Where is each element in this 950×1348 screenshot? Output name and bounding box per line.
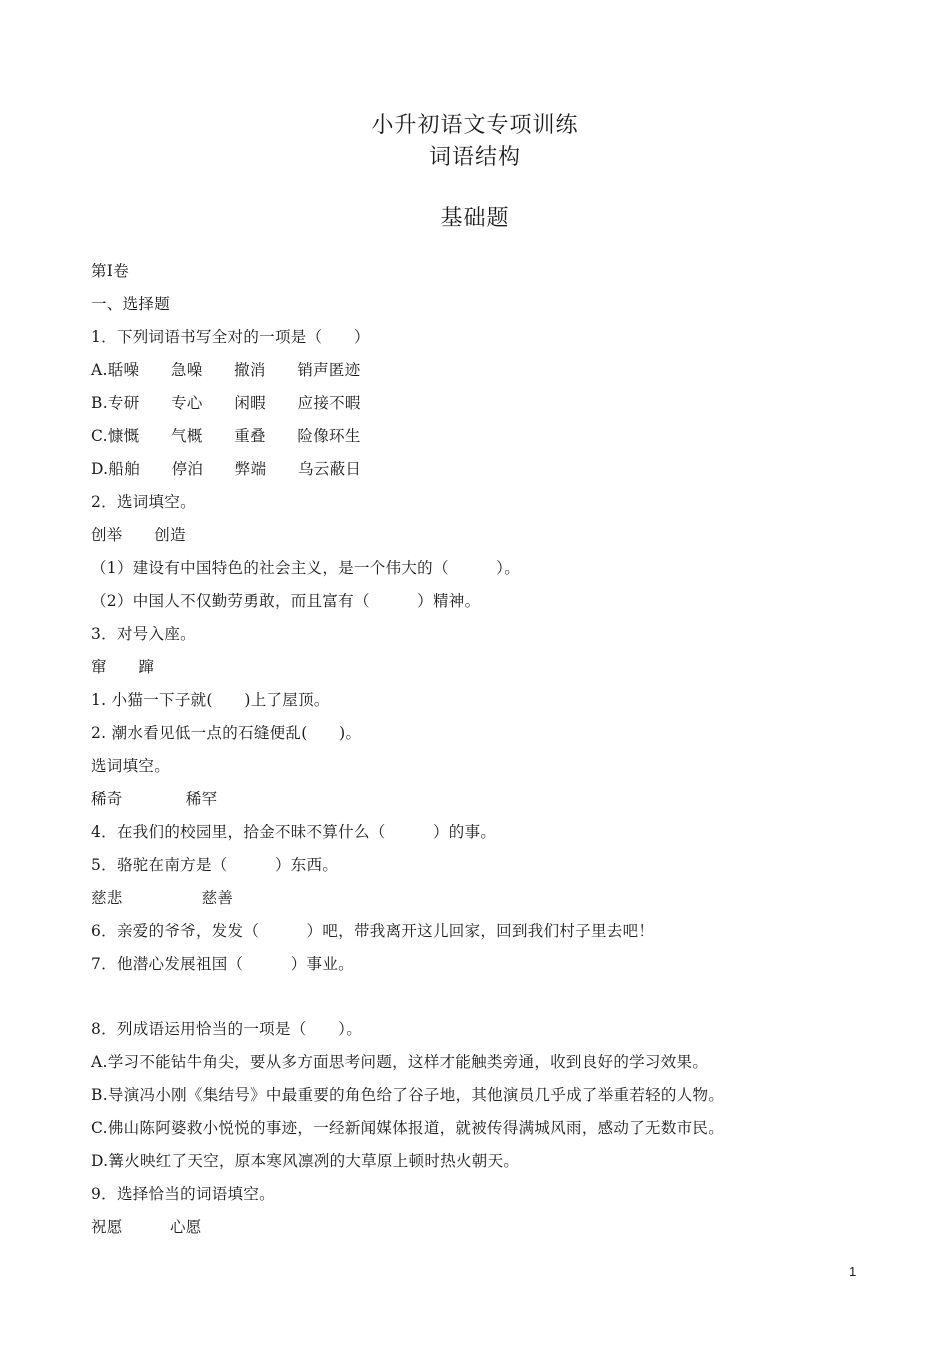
question-8-option-d: D.篝火映红了天空，原本寒风凛冽的大草原上顿时热火朝天。 <box>91 1152 520 1170</box>
question-8: 8．列成语运用恰当的一项是（ ）。 <box>91 1020 363 1038</box>
question-4: 4．在我们的校园里，拾金不昧不算什么（ ）的事。 <box>91 823 497 841</box>
question-8-option-a: A.学习不能钻牛角尖，要从多方面思考问题，这样才能触类旁通，收到良好的学习效果。 <box>91 1053 709 1071</box>
question-2-sentence-1: （1）建设有中国特色的社会主义，是一个伟大的（ ）。 <box>91 559 521 577</box>
question-1: 1．下列词语书写全对的一项是（ ） <box>91 328 370 346</box>
question-2: 2．选词填空。 <box>91 493 196 511</box>
question-9: 9．选择恰当的词语填空。 <box>91 1185 275 1203</box>
question-7: 7．他潜心发展祖国（ ）事业。 <box>91 955 354 973</box>
volume-label: 第Ⅰ卷 <box>91 262 130 280</box>
document-title: 小升初语文专项训练 <box>371 113 579 138</box>
question-2-word-choices: 创举 创造 <box>91 526 186 544</box>
section-heading: 一、选择题 <box>91 295 171 313</box>
question-3: 3．对号入座。 <box>91 625 196 643</box>
question-3-sentence-1: 1. 小猫一下子就( )上了屋顶。 <box>91 691 330 709</box>
question-1-option-a: A.聒噪 急噪 撤消 销声匿迹 <box>91 361 361 379</box>
question-2-sentence-2: （2）中国人不仅勤劳勇敢，而且富有（ ）精神。 <box>91 592 481 610</box>
page-number: 1 <box>849 1264 857 1279</box>
question-3-word-choices: 窜 蹿 <box>91 658 155 676</box>
question-8-option-c: C.佛山陈阿婆救小悦悦的事迹，一经新闻媒体报道，就被传得满城风雨，感动了无数市民。 <box>91 1119 725 1137</box>
question-1-option-c: C.慷慨 气概 重叠 险像环生 <box>91 427 361 445</box>
question-6: 6．亲爱的爷爷，发发（ ）吧，带我离开这儿回家，回到我们村子里去吧！ <box>91 922 655 940</box>
question-8-option-b: B.导演冯小刚《集结号》中最重要的角色给了谷子地，其他演员几乎成了举重若轻的人物。 <box>91 1086 725 1104</box>
difficulty-heading: 基础题 <box>440 206 510 231</box>
question-3-sentence-2: 2. 潮水看见低一点的石缝便乱( )。 <box>91 724 362 742</box>
question-5: 5．骆驼在南方是（ ）东西。 <box>91 856 339 874</box>
document-subtitle: 词语结构 <box>428 145 521 170</box>
fill-in-instruction: 选词填空。 <box>91 757 171 775</box>
question-1-option-b: B.专研 专心 闲暇 应接不暇 <box>91 394 361 412</box>
word-choices-b: 慈悲 慈善 <box>91 889 234 907</box>
question-1-option-d: D.船舶 停泊 弊端 乌云蔽日 <box>91 460 362 478</box>
word-choices-a: 稀奇 稀罕 <box>91 790 218 808</box>
question-9-word-choices: 祝愿 心愿 <box>91 1218 202 1236</box>
